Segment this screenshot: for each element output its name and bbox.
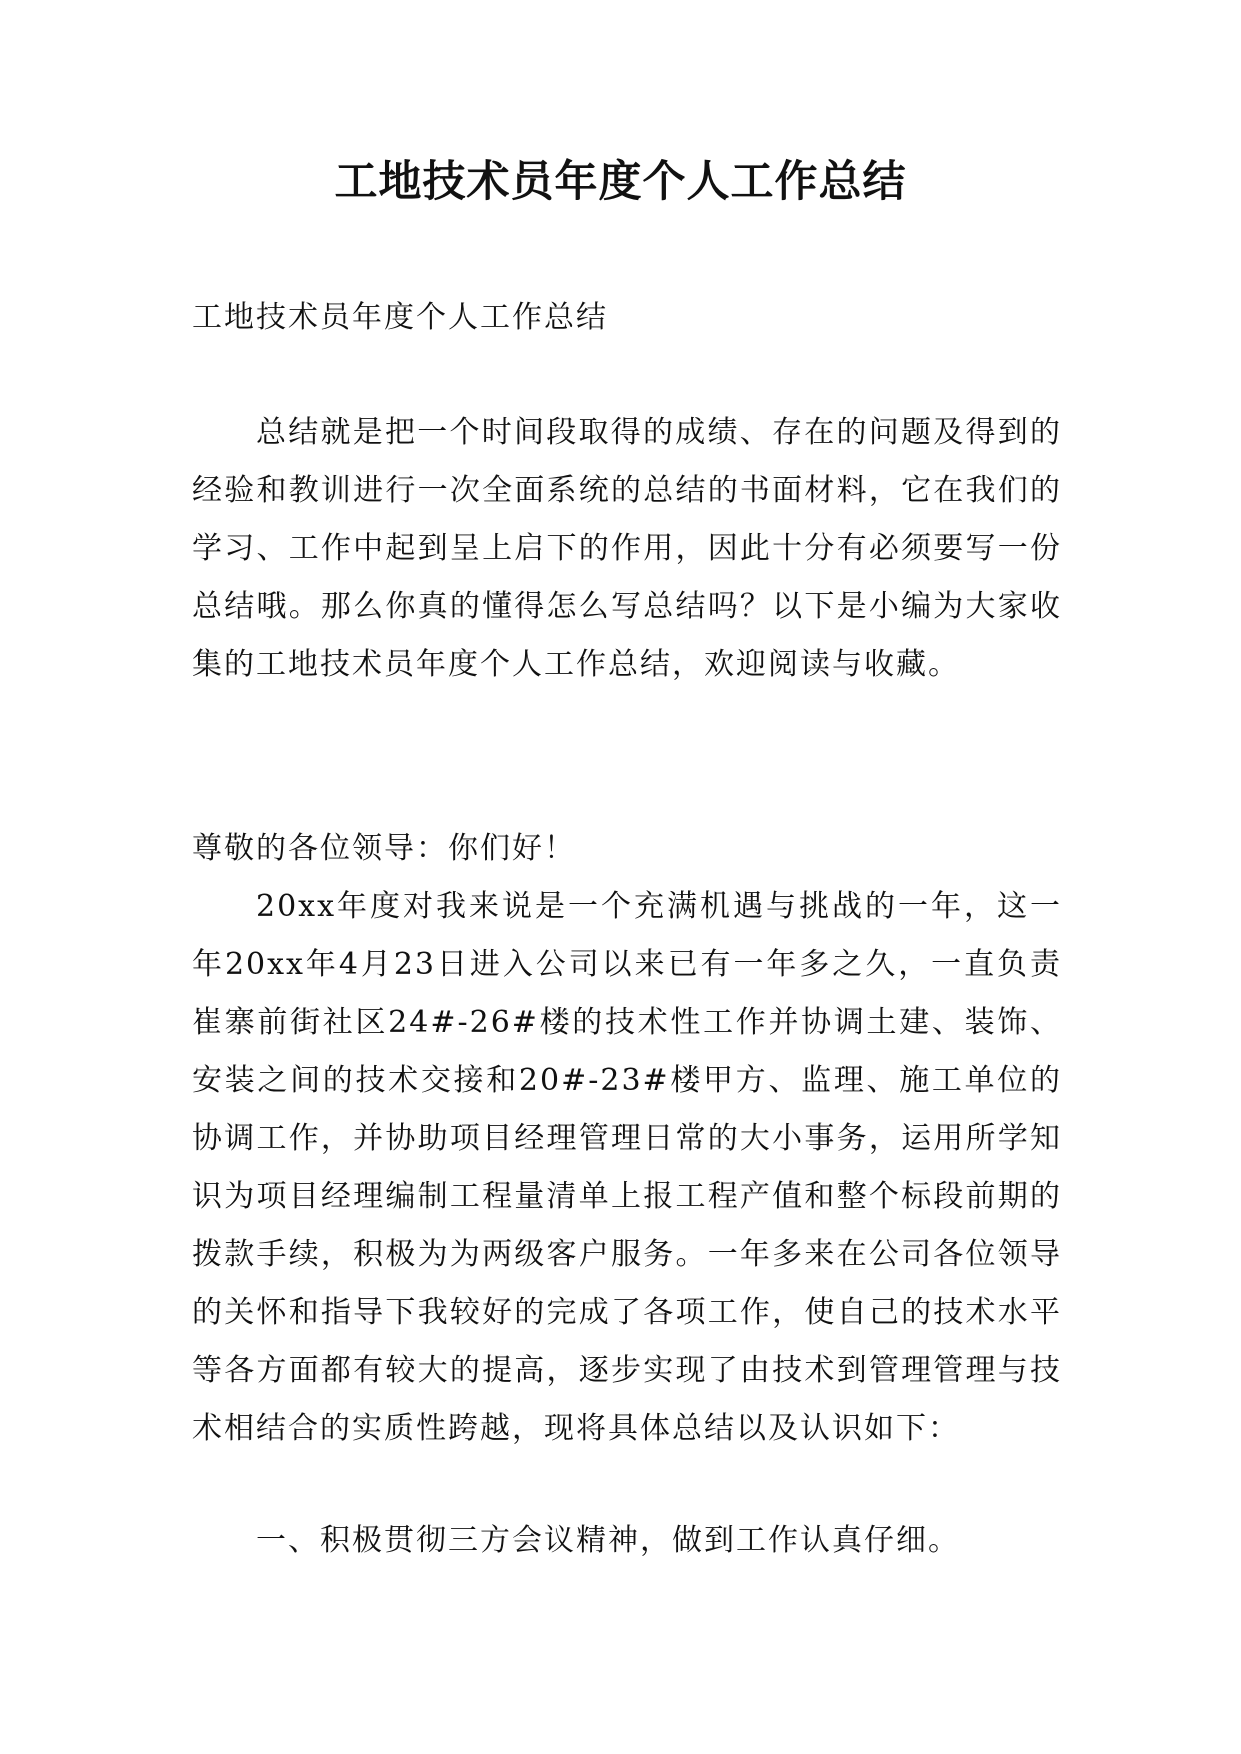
section-heading: 一、积极贯彻三方会议精神，做到工作认真仔细。: [256, 1523, 960, 1558]
intro-paragraph: 总结就是把一个时间段取得的成绩、存在的问题及得到的经验和教训进行一次全面系统的总结的书面材料，它在我们的学习、工作中起到呈上启下的作用，因此十分有必须要写一份总结哦。那么你真的懂得怎么写总结吗？以下是小编为大家收集的工地技术员年度个人工作总结，欢迎阅读与收藏。: [192, 415, 1062, 682]
document-subtitle: 工地技术员年度个人工作总结: [192, 300, 608, 335]
greeting-line: 尊敬的各位领导：你们好！: [192, 831, 576, 866]
body-paragraph: 20xx年度对我来说是一个充满机遇与挑战的一年，这一年20xx年4月23日进入公司以来已有一年多之久，一直负责崔寨前街社区24#-26#楼的技术性工作并协调土建、装饰、安装之间的技术交接和20#-23#楼甲方、监理、施工单位的协调工作，并协助项目经理管理日常的大小事务，运用所学知识为项目经理编制工程量清单上报工程产值和整个标段前期的拨款手续，积极为为两级客户服务。一年多来在公司各位领导的关怀和指导下我较好的完成了各项工作，使自己的技术水平等各方面都有较大的提高，逐步实现了由技术到管理管理与技术相结合的实质性跨越，现将具体总结以及认识如下：: [192, 889, 1062, 1446]
document-title: 工地技术员年度个人工作总结: [334, 157, 907, 207]
